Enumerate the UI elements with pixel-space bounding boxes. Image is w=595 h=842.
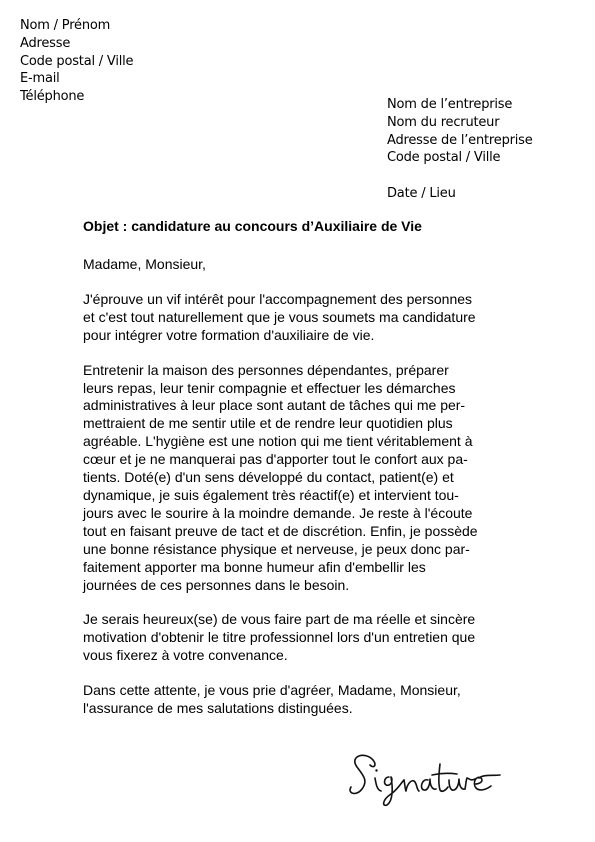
- paragraph-3: [83, 611, 523, 665]
- paragraph-line: motivation d'obtenir le titre professionnel lors d'un entretien que: [83, 629, 476, 646]
- recipient-address: Adresse de l’entreprise: [387, 132, 533, 148]
- sender-email: E-mail: [20, 71, 60, 87]
- paragraph-line: faitement apporter ma bonne humeur afin d'embellir les: [83, 558, 426, 575]
- paragraph-line: tout en faisant preuve de tact et de discrétion. Enfin, je possède: [83, 522, 478, 539]
- paragraph-line: et c'est tout naturellement que je vous soumets ma candidature: [83, 308, 476, 325]
- paragraph-2: [83, 362, 523, 595]
- paragraph-line: vous fixerez à votre convenance.: [83, 647, 288, 664]
- recipient-recruiter: Nom du recruteur: [387, 114, 500, 130]
- paragraph-line: Dans cette attente, je vous prie d'agréer, Madame, Monsieur,: [83, 682, 461, 699]
- sender-phone: Téléphone: [20, 89, 85, 105]
- paragraph-1: [83, 291, 523, 345]
- paragraph-4: [83, 682, 523, 718]
- paragraph-line: Je serais heureux(se) de vous faire part de ma réelle et sincère: [83, 611, 476, 628]
- paragraph-line: cœur et je ne manquerai pas d'apporter tout le confort aux pa-: [83, 451, 468, 468]
- handwritten-signature: [345, 744, 505, 814]
- recipient-company: Nom de l’entreprise: [387, 97, 513, 112]
- paragraph-line: mettraient de me sentir utile et de rendre leur quotidien plus: [83, 415, 453, 432]
- paragraph-line: dynamique, je suis également très réactif(e) et intervient tou-: [83, 486, 459, 503]
- letter-subject: Objet : candidature au concours d’Auxiliaire de Vie: [83, 218, 422, 234]
- paragraph-line: leurs repas, leur tenir compagnie et effectuer les démarches: [83, 379, 456, 396]
- paragraph-line: agréable. L'hygiène est une notion qui me tient véritablement à: [83, 433, 473, 450]
- date-place: Date / Lieu: [387, 186, 456, 201]
- paragraph-line: J'éprouve un vif intérêt pour l'accompagnement des personnes: [83, 290, 473, 307]
- paragraph-line: Entretenir la maison des personnes dépendantes, préparer: [83, 361, 449, 378]
- recipient-block: [387, 96, 533, 167]
- sender-postal-city: Code postal / Ville: [20, 53, 134, 69]
- paragraph-line: pour intégrer votre formation d'auxiliaire de vie.: [83, 326, 375, 343]
- paragraph-line: jours avec le sourire à la moindre demande. Je reste à l'écoute: [83, 504, 473, 521]
- sender-address: Adresse: [20, 35, 71, 51]
- recipient-postal-city: Code postal / Ville: [387, 150, 501, 166]
- sender-name: Nom / Prénom: [20, 18, 111, 33]
- letter-body: [83, 256, 523, 718]
- paragraph-line: une bonne résistance physique et nerveuse, je peux donc par-: [83, 540, 470, 557]
- paragraph-line: administratives à leur place sont autant de tâches qui me per-: [83, 397, 466, 414]
- paragraph-line: journées de ces personnes dans le besoin.: [83, 576, 350, 593]
- sender-block: [20, 17, 133, 106]
- paragraph-line: l'assurance de mes salutations distinguées.: [83, 700, 353, 717]
- salutation: Madame, Monsieur,: [83, 256, 206, 272]
- paragraph-line: tients. Doté(e) d'un sens développé du contact, patient(e) et: [83, 469, 454, 486]
